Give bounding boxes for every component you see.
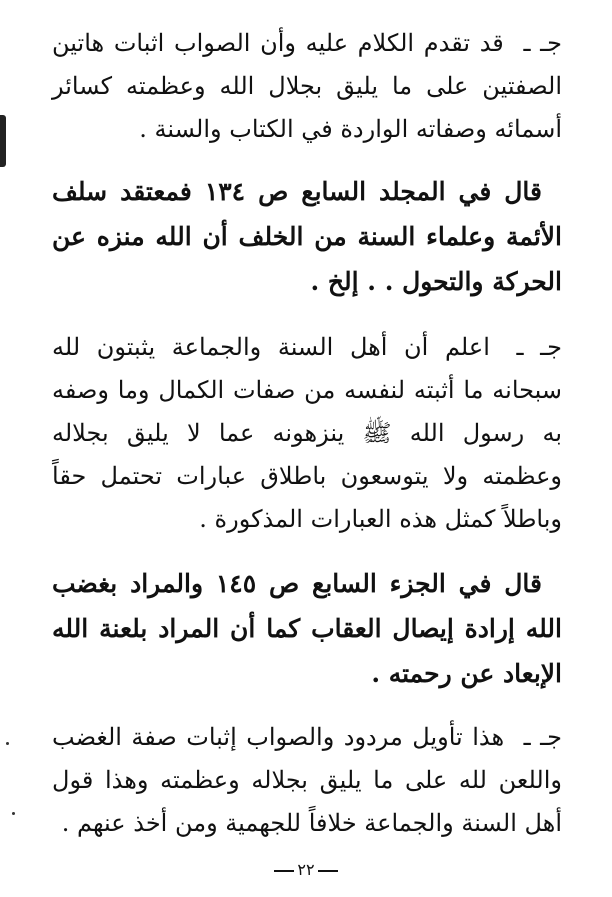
margin-dot <box>6 742 9 745</box>
page-body <box>52 22 562 845</box>
page-footer <box>0 860 612 879</box>
reply-marker: جـ ـ <box>523 29 562 57</box>
page-number: ٢٢ <box>297 860 315 879</box>
reply-paragraph-2 <box>52 326 562 541</box>
margin-dot <box>12 812 15 815</box>
reply-text: اعلم أن أهل السنة والجماعة يثبتون لله سبحانه ما أثبته لنفسه من صفات الكمال وما وصفه به رسول الله ﷺ ينزهونه عما لا يليق بجلاله وعظمته ولا يتوسعون باطلاق عبارات تحتمل حقاً وباطلاً كمثل هذه العبارات المذكورة . <box>52 333 562 533</box>
reply-marker: جـ ـ <box>523 723 562 751</box>
reply-paragraph-3 <box>52 716 562 845</box>
reply-marker: جـ ـ <box>516 333 562 361</box>
binding-edge-mark <box>0 115 6 167</box>
quote-paragraph-2 <box>52 561 562 696</box>
reply-text: هذا تأويل مردود والصواب إثبات صفة الغضب واللعن لله على ما يليق بجلاله وعظمته وهذا قول أهل السنة والجماعة خلافاً للجهمية ومن أخذ عنهم . <box>52 723 562 837</box>
quote-paragraph-1 <box>52 169 562 304</box>
footer-dash-icon <box>318 870 338 872</box>
quote-text: قال في الجزء السابع ص ١٤٥ والمراد بغضب الله إرادة إيصال العقاب كما أن المراد بلعنة الله الإبعاد عن رحمته . <box>52 569 562 688</box>
footer-dash-icon <box>274 870 294 872</box>
reply-paragraph-1 <box>52 22 562 151</box>
reply-text: قد تقدم الكلام عليه وأن الصواب اثبات هاتين الصفتين على ما يليق بجلال الله وعظمته كسائر أسمائه وصفاته الواردة في الكتاب والسنة . <box>52 29 562 143</box>
quote-text: قال في المجلد السابع ص ١٣٤ فمعتقد سلف الأئمة وعلماء السنة من الخلف أن الله منزه عن الحركة والتحول . . إلخ . <box>52 177 562 296</box>
